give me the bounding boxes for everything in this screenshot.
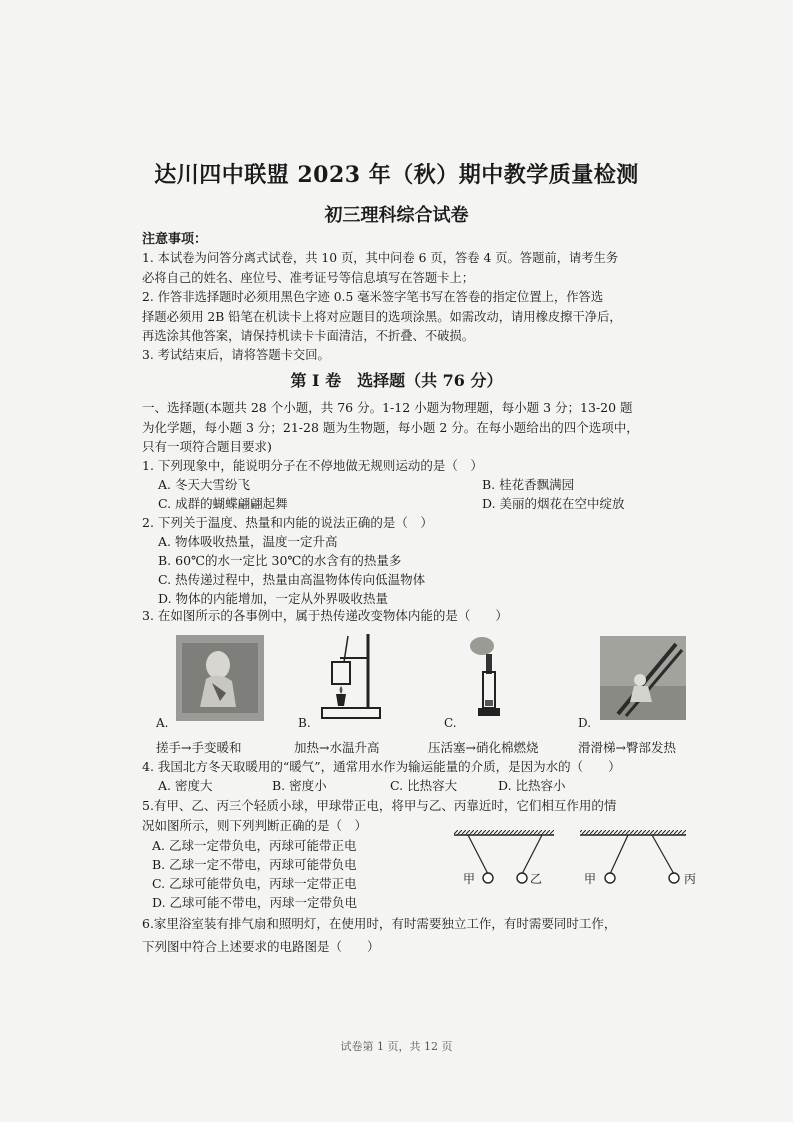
ball-label-jia: 甲 [463,872,476,886]
notes-heading: 注意事项： [142,232,208,247]
q3-stem: 3. 在如图所示的各事例中，属于热传递改变物体内能的是（ ） [142,608,508,623]
q3-label-b: B. [298,716,311,730]
note-line: 再选涂其他答案，请保持机读卡卡面清洁，不折叠、不破损。 [142,329,475,343]
page-footer: 试卷第 1 页，共 12 页 [340,1040,453,1053]
q3-caption-a: 搓手→手变暖和 [156,740,242,755]
section-intro-line: 为化学题，每小题 3 分；21-28 题为生物题，每小题 2 分。在每小题给出的四个选项中， [142,420,639,435]
q3-label-d: D. [578,716,592,730]
q1-option-b: B. 桂花香飘满园 [482,477,575,492]
q4-option-d: D. 比热容小 [498,778,566,793]
q2-stem: 2. 下列关于温度、热量和内能的说法正确的是（ ） [142,515,433,530]
rubbing-hands-image [176,635,264,721]
q5-option-b: B. 乙球一定不带电，丙球可能带负电 [152,857,357,872]
q5-stem-line: 5.有甲、乙、丙三个轻质小球，甲球带正电，将甲与乙、丙靠近时，它们相互作用的情 [142,798,617,813]
note-line: 2. 作答非选择题时必须用黑色字迹 0.5 毫米签字笔书写在答卷的指定位置上，作答选 [142,290,604,304]
q5-option-d: D. 乙球可能不带电，丙球一定带负电 [152,895,358,910]
charged-balls-diagram [450,826,690,888]
note-line: 3. 考试结束后，请将答题卡交回。 [142,348,330,362]
ball-label-jia: 甲 [584,872,597,886]
q1-option-d: D. 美丽的烟花在空中绽放 [482,496,625,511]
piston-cylinder-image [466,632,510,724]
q2-option-d: D. 物体的内能增加，一定从外界吸收热量 [158,591,389,606]
section-title: 第 I 卷 选择题（共 76 分） [290,371,503,390]
exam-title: 达川四中联盟 2023 年（秋）期中教学质量检测 [154,162,639,188]
q5-option-c: C. 乙球可能带负电，丙球一定带正电 [152,876,357,891]
q3-label-c: C. [444,716,457,730]
slide-image [600,636,686,720]
q5-option-a: A. 乙球一定带负电，丙球可能带正电 [152,838,357,853]
q4-option-b: B. 密度小 [272,778,327,793]
q6-stem-line: 6.家里浴室装有排气扇和照明灯，在使用时，有时需要独立工作，有时需要同时工作， [142,916,617,931]
exam-subtitle: 初三理科综合试卷 [324,205,469,226]
q6-stem-line: 下列图中符合上述要求的电路图是（ ） [142,939,380,954]
q2-option-a: A. 物体吸收热量，温度一定升高 [158,534,338,549]
ball-label-bing: 丙 [684,872,697,886]
q4-option-a: A. 密度大 [158,778,213,793]
q1-stem: 1. 下列现象中，能说明分子在不停地做无规则运动的是（ ） [142,458,483,473]
heating-water-image [318,628,384,722]
q3-label-a: A. [156,716,169,730]
section-intro-line: 一、选择题(本题共 28 个小题，共 76 分。1-12 小题为物理题，每小题 3 分；13-20 题 [142,400,633,415]
note-line: 1. 本试卷为问答分离式试卷，共 10 页，其中问卷 6 页，答卷 4 页。答题前，请考生务 [142,251,619,265]
q5-stem-line: 况如图所示，则下列判断正确的是（ ） [142,818,368,833]
q2-option-c: C. 热传递过程中，热量由高温物体传向低温物体 [158,572,426,587]
q4-option-c: C. 比热容大 [390,778,458,793]
section-intro-line: 只有一项符合题目要求) [142,439,272,454]
q1-option-c: C. 成群的蝴蝶翩翩起舞 [158,496,288,511]
q4-stem: 4. 我国北方冬天取暖用的“暖气”，通常用水作为输运能量的介质，是因为水的（ ） [142,759,621,774]
q2-option-b: B. 60℃的水一定比 30℃的水含有的热量多 [158,553,402,568]
q1-option-a: A. 冬天大雪纷飞 [158,477,250,492]
q3-caption-b: 加热→水温升高 [294,740,380,755]
note-line: 择题必须用 2B 铅笔在机读卡上将对应题目的选项涂黑。如需改动，请用橡皮擦干净后， [142,310,622,324]
note-line: 必将自己的姓名、座位号、准考证号等信息填写在答题卡上； [142,271,475,285]
q3-caption-d: 滑滑梯→臀部发热 [578,740,676,755]
ball-label-yi: 乙 [530,872,543,886]
q3-caption-c: 压活塞→硝化棉燃烧 [428,740,539,755]
